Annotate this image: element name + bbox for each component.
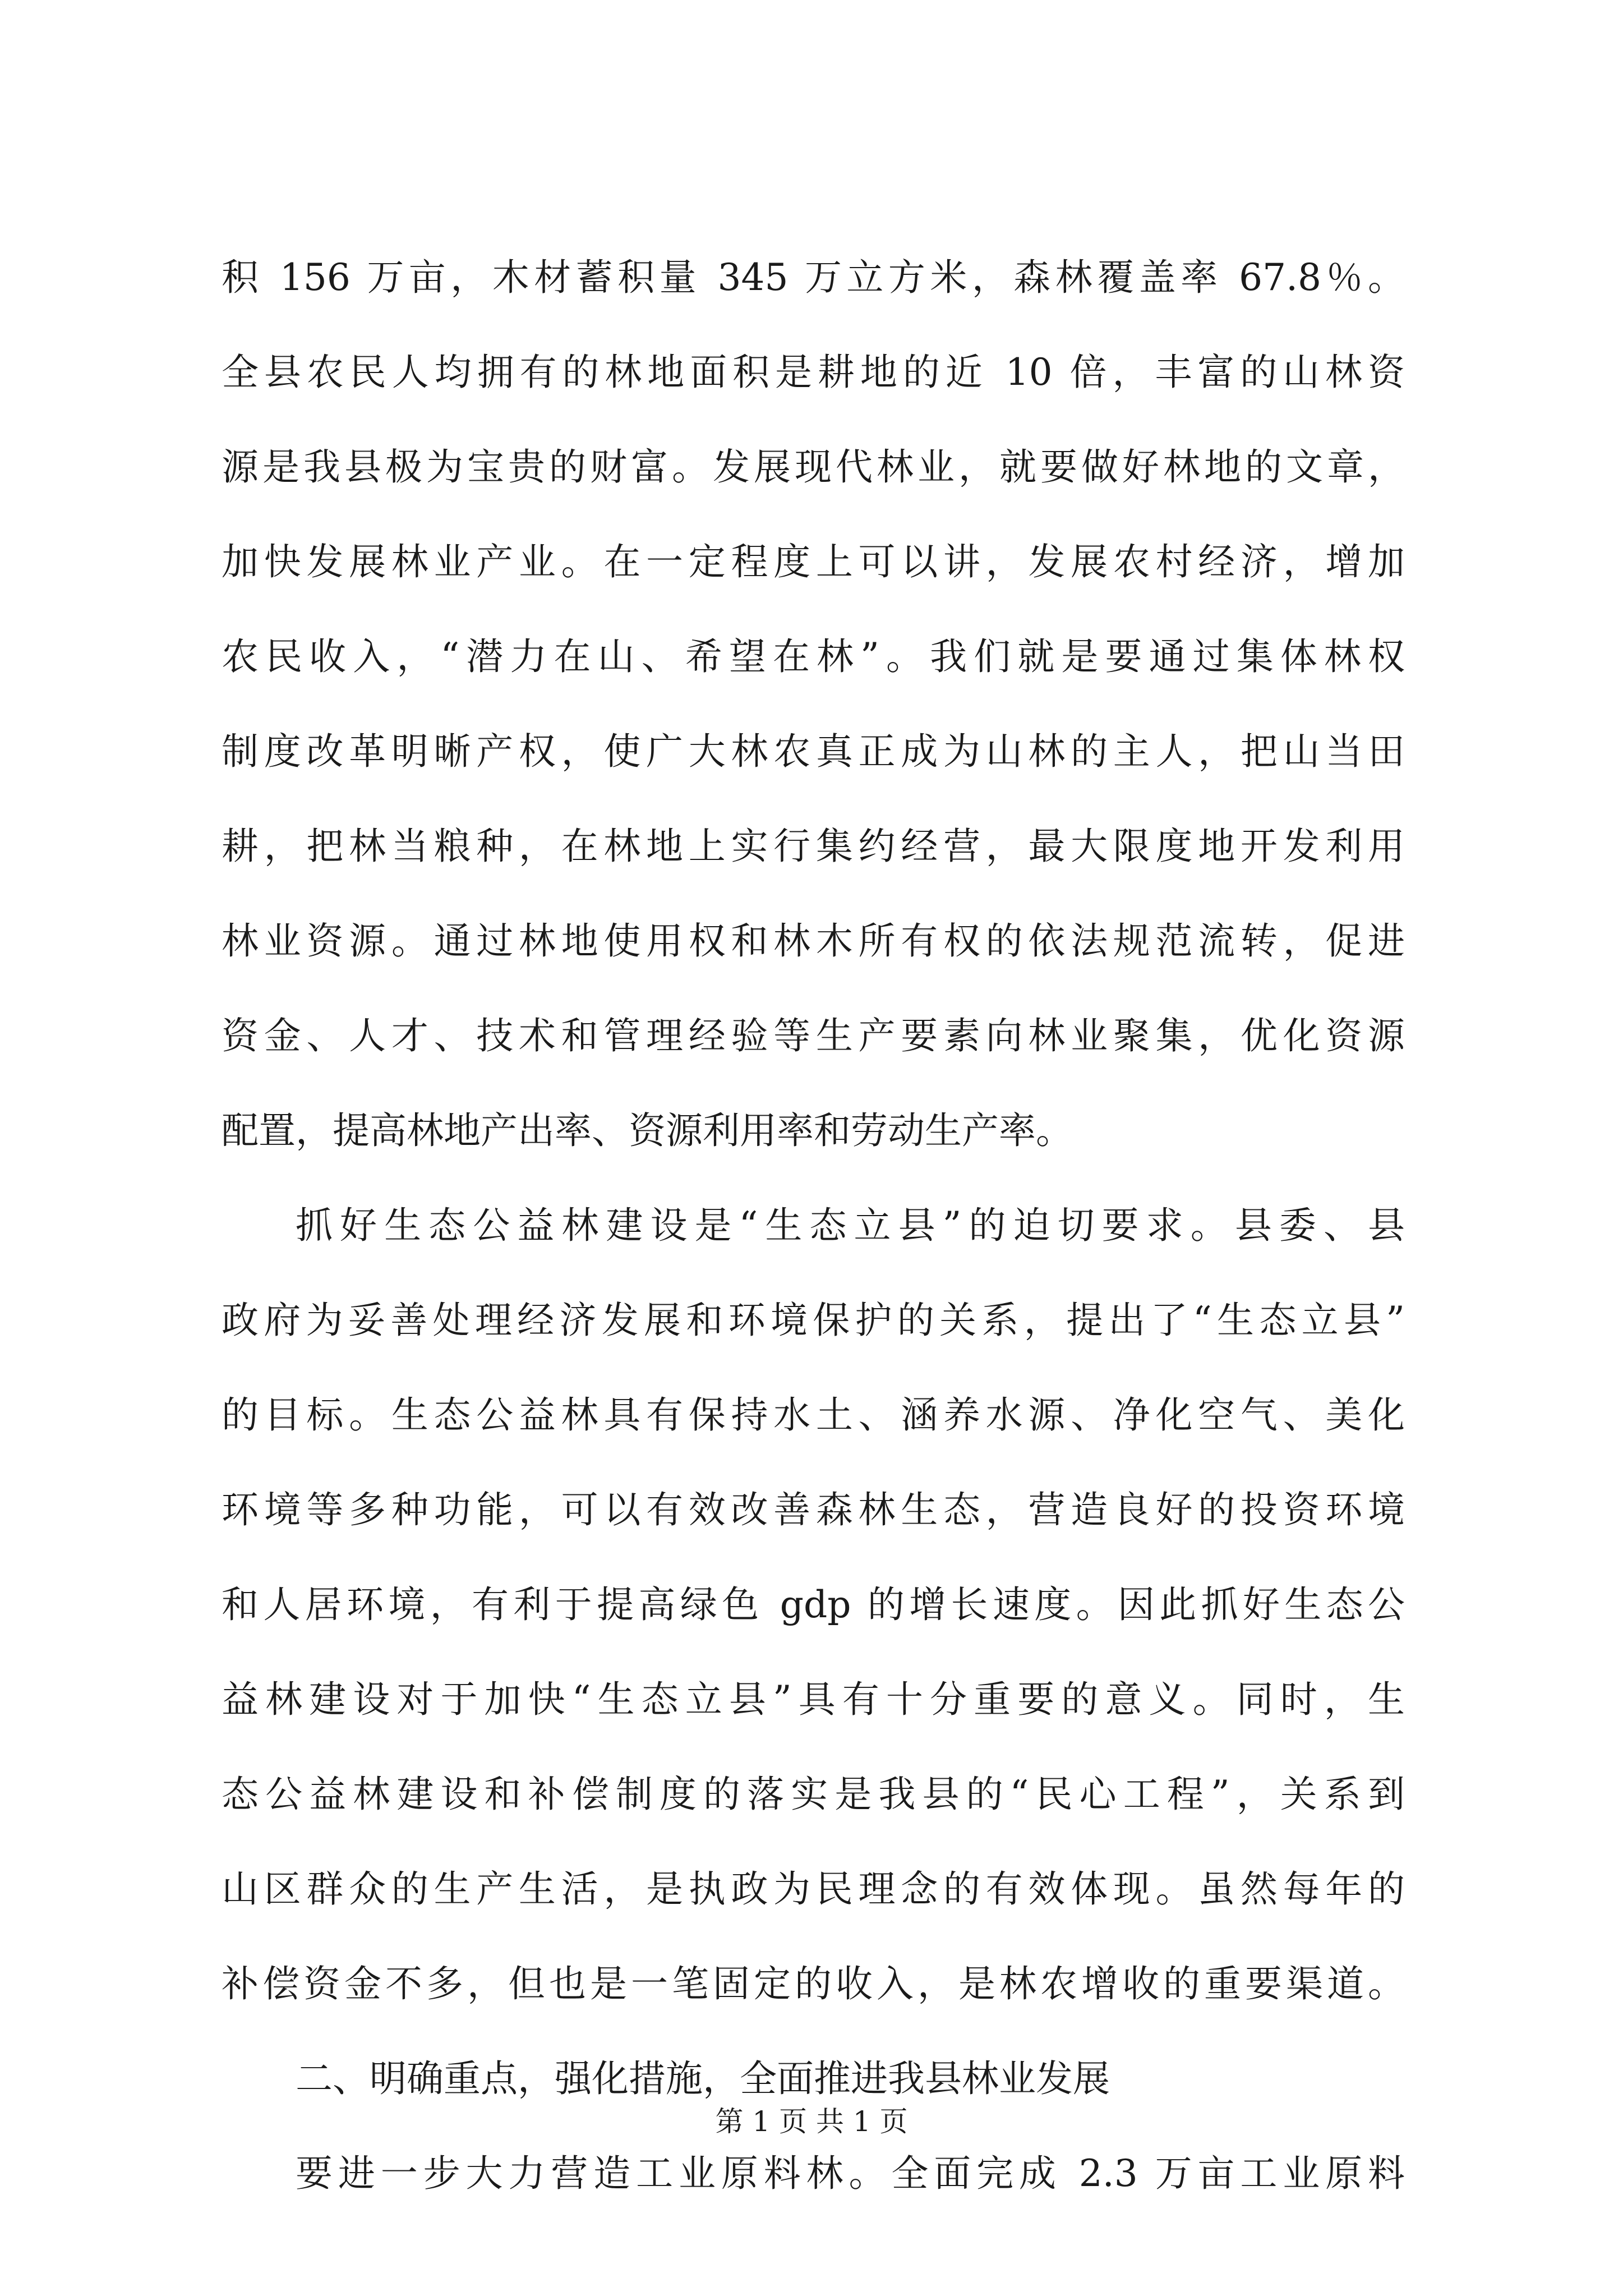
text-line: 加快发展林业产业。在一定程度上可以讲，发展农村经济，增加 (222, 540, 1405, 583)
paragraph-first-line: 要进一步大力营造工业原料林。全面完成 2.3 万亩工业原料 (296, 2152, 1405, 2195)
text-line: 制度改革明晰产权，使广大林农真正成为山林的主人，把山当田 (222, 730, 1405, 773)
text-line: 积 156 万亩，木材蓄积量 345 万立方米，森林覆盖率 67.8％。 (222, 256, 1405, 299)
paragraph-first-line: 抓好生态公益林建设是“生态立县”的迫切要求。县委、县 (296, 1204, 1405, 1247)
text-line: 源是我县极为宝贵的财富。发展现代林业，就要做好林地的文章， (222, 445, 1405, 489)
text-line: 耕，把林当粮种，在林地上实行集约经营，最大限度地开发利用 (222, 825, 1405, 868)
text-line: 全县农民人均拥有的林地面积是耕地的近 10 倍，丰富的山林资 (222, 351, 1405, 394)
section-heading: 二、明确重点，强化措施，全面推进我县林业发展 (296, 2057, 1110, 2100)
text-line: 资金、人才、技术和管理经验等生产要素向林业聚集，优化资源 (222, 1014, 1405, 1057)
text-line: 配置，提高林地产出率、资源利用率和劳动生产率。 (222, 1109, 1073, 1152)
text-line: 补偿资金不多，但也是一笔固定的收入，是林农增收的重要渠道。 (222, 1962, 1405, 2005)
text-line: 环境等多种功能，可以有效改善森林生态，营造良好的投资环境 (222, 1488, 1405, 1531)
text-line: 益林建设对于加快“生态立县”具有十分重要的意义。同时，生 (222, 1678, 1405, 1721)
text-line: 政府为妥善处理经济发展和环境保护的关系，提出了“生态立县” (222, 1299, 1405, 1342)
text-line: 和人居环境，有利于提高绿色 gdp 的增长速度。因此抓好生态公 (222, 1583, 1405, 1626)
page-number: 第 1 页 共 1 页 (715, 2105, 908, 2138)
text-line: 的目标。生态公益林具有保持水土、涵养水源、净化空气、美化 (222, 1393, 1405, 1437)
page-footer (0, 2105, 1623, 2138)
document-body (222, 230, 1405, 2221)
text-line: 态公益林建设和补偿制度的落实是我县的“民心工程”，关系到 (222, 1773, 1405, 1816)
text-line: 农民收入，“潜力在山、希望在林”。我们就是要通过集体林权 (222, 635, 1405, 678)
text-line: 山区群众的生产生活，是执政为民理念的有效体现。虽然每年的 (222, 1867, 1405, 1911)
text-line: 林业资源。通过林地使用权和林木所有权的依法规范流转，促进 (222, 919, 1405, 963)
